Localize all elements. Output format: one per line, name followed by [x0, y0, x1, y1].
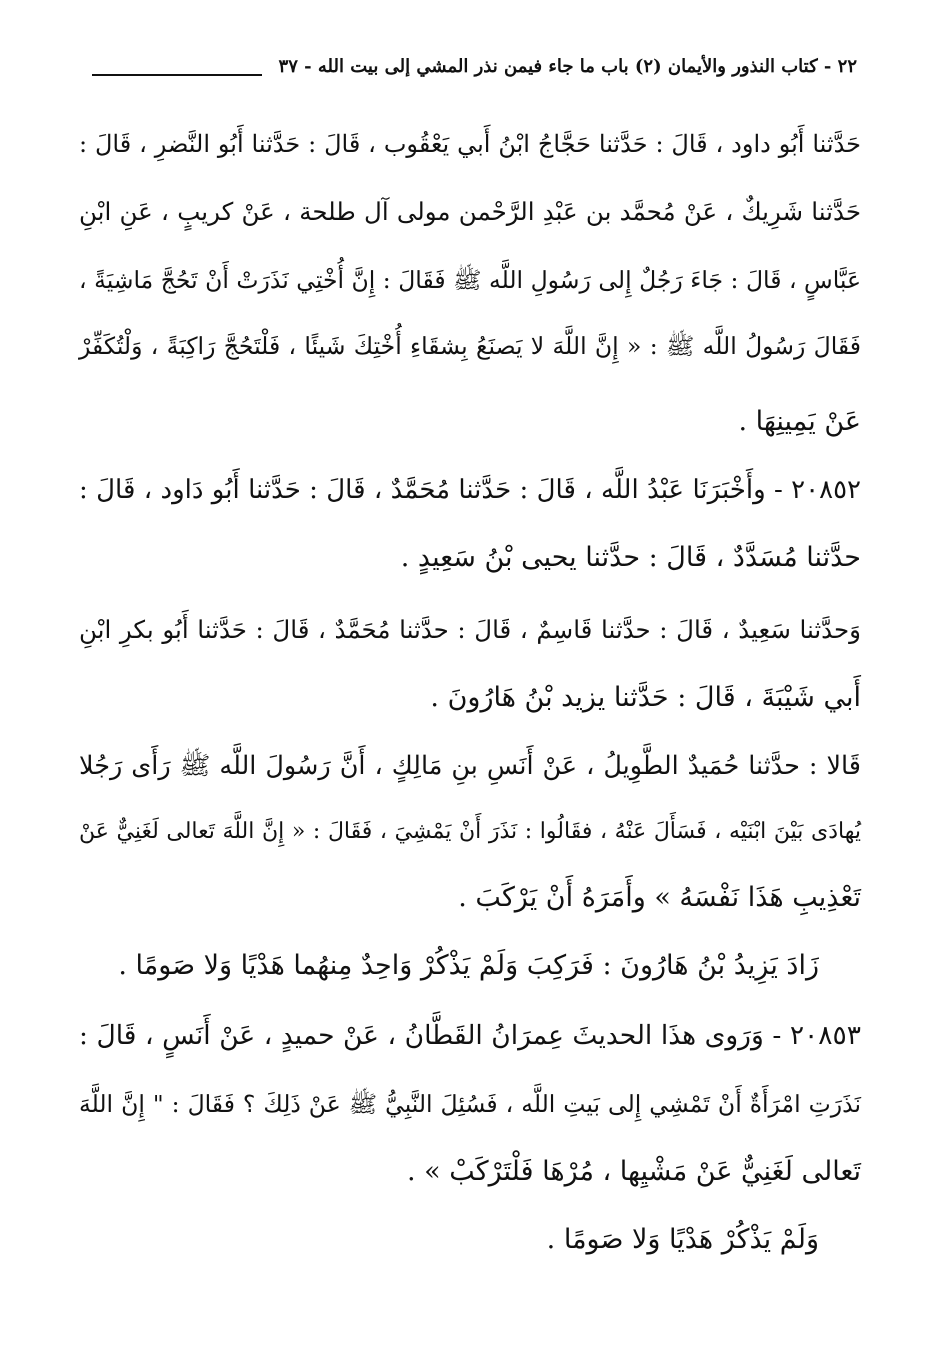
text-line: تَعْذِيبِ هَذَا نَفْسَهُ » وأَمَرَهُ أَنْ يَرْكَبَ .: [458, 882, 861, 913]
header-rule: [92, 74, 262, 76]
text-line: زَادَ يَزِيدُ بْنُ هَارُونَ : فَرَكِبَ وَلَمْ يَذْكُرْ وَاحِدٌ مِنهُما هَدْيًا وَلا صَومًا .: [118, 950, 819, 981]
text-line: عَنْ يَمِينِهَا .: [738, 406, 861, 437]
text-line: أَبي شَيْبَةَ ، قَالَ : حَدَّثنا يزيد بْنُ هَارُونَ .: [430, 682, 861, 713]
text-line: تَعالى لَغَنِيٌّ عَنْ مَشْيِها ، مُرْهَا فَلْتَرْكَبْ » .: [407, 1156, 861, 1187]
running-header-title: ٢٢ - كتاب النذور والأيمان (٢) باب ما جاء فيمن نذر المشي إلى بيت الله - ٣٧: [278, 56, 857, 77]
text-line: وَلَمْ يَذْكُرْ هَدْيًا وَلا صَومًا .: [546, 1224, 819, 1255]
text-line: نَذَرَتِ امْرَأَةٌ أَنْ تَمْشِي إِلى بَيتِ اللَّه ، فَسُئِلَ النَّبِيُّ ﷺ عَنْ ذَلِكَ ؟ فَقَالَ : " إِنَّ اللَّهَ: [79, 1090, 861, 1118]
text-line: حدَّثنا مُسَدَّدٌ ، قَالَ : حدَّثنا يحيى بْنُ سَعِيدٍ .: [400, 542, 861, 573]
hadith-heading-line: ٢٠٨٥٣ - وَرَوى هذَا الحديثَ عِمرَانُ القَطَّانُ ، عَنْ حميدٍ ، عَنْ أَنَسٍ ، قَالَ :: [79, 1020, 861, 1051]
text-line: حَدَّثنا شَرِيكٌ ، عَنْ مُحمَّد بن عَبْدِ الرَّحْمن مولى آل طلحة ، عَنْ كريبٍ ، عَنِ ابْنِ: [79, 197, 861, 226]
text-line: يُهادَى بَيْنَ ابْنَيْه ، فَسَأَلَ عَنْهُ ، فقَالُوا : نَذَرَ أَنْ يَمْشِيَ ، فَقَالَ : « إِنَّ اللَّهَ تَعالى لَغَنِيٌّ عَنْ: [79, 819, 861, 844]
text-line: قَالا : حدَّثنا حُمَيدٌ الطَّوِيلُ ، عَنْ أَنَسِ بنِ مَالِكٍ ، أَنَّ رَسُولَ اللَّه ﷺ رَأَى رَجُلا: [79, 751, 861, 781]
text-line: عَبَّاسٍ ، قَالَ : جَاءَ رَجُلٌ إِلى رَسُولِ اللَّه ﷺ فَقَالَ : إِنَّ أُخْتِي نَذَرَتْ أَنْ تَحُجَّ مَاشِيَةً ،: [79, 266, 861, 294]
text-line: حَدَّثنا أَبُو داود ، قَالَ : حَدَّثنا حَجَّاجُ ابْنُ أَبي يَعْقُوب ، قَالَ : حَدَّثنا أَبُو النَّضرِ ، قَالَ :: [79, 130, 861, 158]
text-line: وَحدَّثنا سَعِيدٌ ، قَالَ : حدَّثنا قَاسِمٌ ، قَالَ : حدَّثنا مُحَمَّدٌ ، قَالَ : حَدَّثنا أَبُو بكرِ ابْنِ: [79, 615, 861, 644]
text-line: فَقَالَ رَسُولُ اللَّه ﷺ : « إِنَّ اللَّهَ لا يَصنَعُ بِشقَاءِ أُخْتِكَ شَيئًا ، فَلْتَحُجَّ رَاكِبَةً ، وَلْتُكَفِّرْ: [79, 332, 861, 360]
running-header: [92, 56, 857, 90]
hadith-heading-line: ٢٠٨٥٢ - وأَخْبَرَنَا عَبْدُ اللَّه ، قَالَ : حَدَّثنا مُحَمَّدٌ ، قَالَ : حَدَّثنا أَبُو دَاود ، قَالَ :: [79, 475, 861, 505]
